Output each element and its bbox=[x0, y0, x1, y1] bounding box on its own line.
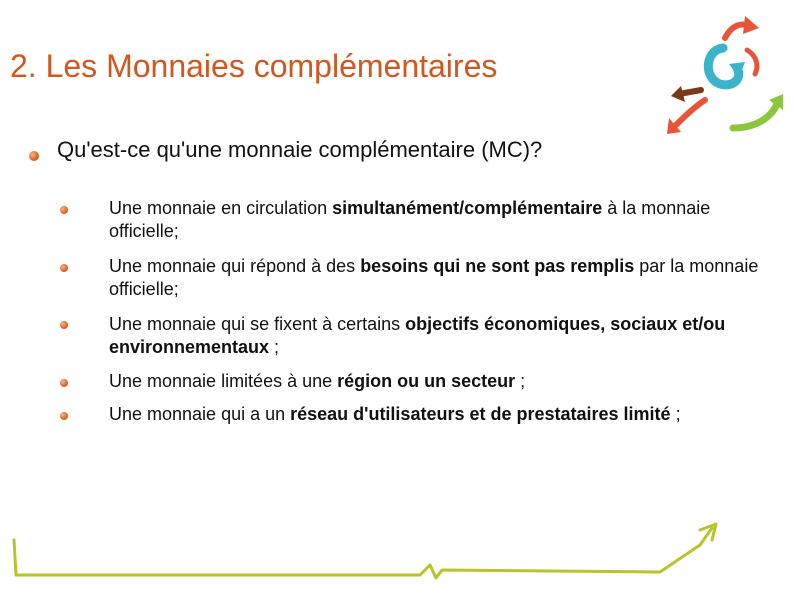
list-item: Une monnaie limitées à une région ou un secteur ; bbox=[109, 371, 526, 391]
list-item: Une monnaie en circulation simultanément/complémentaire à la monnaie officielle; bbox=[109, 198, 711, 241]
bullet-icon bbox=[60, 379, 68, 387]
bullet-icon bbox=[60, 264, 68, 272]
footer-growth-line-icon bbox=[0, 520, 794, 595]
bullet-icon bbox=[29, 151, 39, 161]
bullet-icon bbox=[60, 412, 68, 420]
recycle-arrows-logo-icon bbox=[665, 8, 790, 138]
list-item: Une monnaie qui a un réseau d'utilisateurs et de prestataires limité ; bbox=[109, 404, 681, 424]
question-heading: Qu'est-ce qu'une monnaie complémentaire (MC)? bbox=[57, 137, 543, 162]
list-item: Une monnaie qui se fixent à certains objectifs économiques, sociaux et/ou environnementaux ; bbox=[109, 314, 726, 357]
slide-title: 2. Les Monnaies complémentaires bbox=[10, 48, 498, 84]
list-item: Une monnaie qui répond à des besoins qui ne sont pas remplis par la monnaie officielle; bbox=[109, 256, 759, 299]
bullet-icon bbox=[60, 321, 68, 329]
bullet-icon bbox=[60, 206, 68, 214]
